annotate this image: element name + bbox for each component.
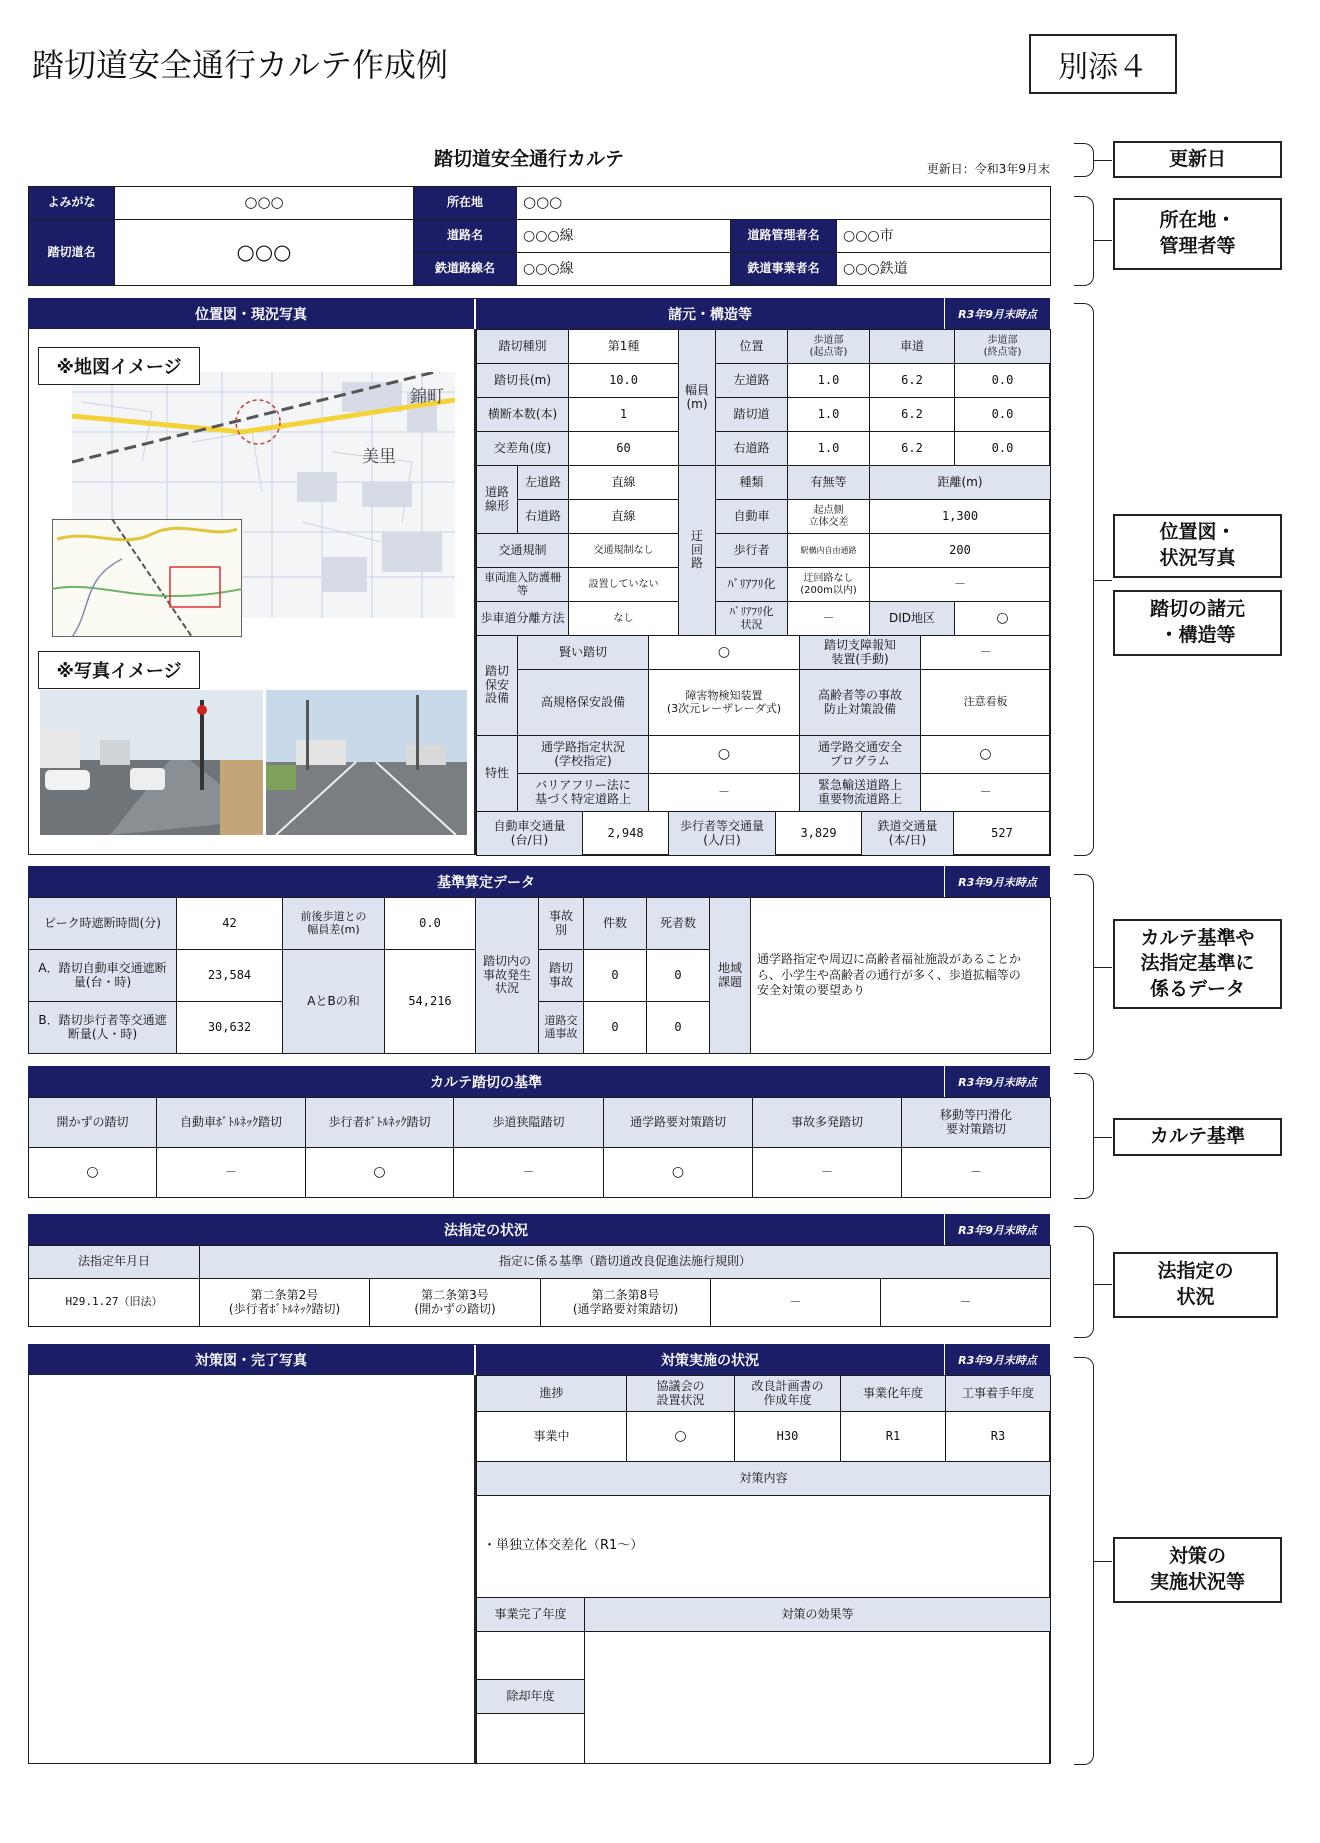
karte-value-7: － bbox=[902, 1148, 1051, 1198]
width-diff-value: 0.0 bbox=[385, 898, 476, 950]
school-route-value: ○ bbox=[649, 736, 800, 774]
annotation-karte: カルテ基準 bbox=[1113, 1118, 1282, 1156]
measures-as-of-tag: R3年9月末時点 bbox=[944, 1344, 1050, 1375]
crossing-accident-dead: 0 bbox=[647, 950, 710, 1002]
karte-header-7: 移動等円滑化 要対策踏切 bbox=[902, 1098, 1051, 1148]
measure-content-value: ・単独立体交差化（R1～） bbox=[477, 1496, 1051, 1598]
header-table bbox=[28, 186, 1051, 286]
start-year-label: 工事着手年度 bbox=[946, 1376, 1051, 1412]
council-value: ○ bbox=[627, 1412, 735, 1462]
elderly-equipment-value: 注意看板 bbox=[921, 670, 1051, 736]
legal-date-value: H29.1.27（旧法） bbox=[29, 1279, 200, 1327]
map-label-nishikimachi: 錦町 bbox=[410, 387, 444, 407]
legal-item-1: 第二条第2号 (歩行者ﾎﾞﾄﾙﾈｯｸ踏切) bbox=[200, 1279, 370, 1327]
b-label: B．踏切歩行者等交通遮 断量(人・時) bbox=[29, 1002, 177, 1054]
rail-volume-label: 鉄道交通量 (本/日) bbox=[862, 812, 954, 856]
brace-location bbox=[1074, 196, 1094, 286]
detour-car-label: 自動車 bbox=[716, 500, 788, 534]
spec-as-of-tag: R3年9月末時点 bbox=[944, 298, 1050, 329]
karte-section-title: カルテ踏切の基準 bbox=[28, 1066, 944, 1097]
length-value: 10.0 bbox=[569, 364, 679, 398]
karte-value-2: － bbox=[157, 1148, 306, 1198]
emergency-road-label: 緊急輸送道路上 重要物流道路上 bbox=[800, 774, 921, 812]
site-photo-2 bbox=[266, 690, 467, 835]
form-title: 踏切道安全通行カルテ bbox=[433, 148, 624, 170]
measures-figure-title: 対策図・完了写真 bbox=[28, 1344, 474, 1375]
width-right-walk-start: 1.0 bbox=[788, 432, 870, 466]
alarm-device-value: － bbox=[921, 636, 1051, 670]
legal-item-2: 第二条第3号 (開かずの踏切) bbox=[370, 1279, 541, 1327]
karte-value-3: ○ bbox=[306, 1148, 454, 1198]
traffic-rule-value: 交通規制なし bbox=[569, 534, 679, 568]
karte-table bbox=[28, 1097, 1051, 1198]
plan-year-value: H30 bbox=[735, 1412, 841, 1462]
page-title: 踏切道安全通行カルテ作成例 bbox=[32, 46, 449, 84]
detour-ped-exists: 駅構内自由通路 bbox=[788, 534, 870, 568]
alarm-device-label: 踏切支障報知 装置(手動) bbox=[800, 636, 921, 670]
advanced-safety-value: 障害物検知装置 (3次元レーザレーダ式) bbox=[649, 670, 800, 736]
accident-dead-header: 死者数 bbox=[647, 898, 710, 950]
detour-bf-distance: － bbox=[870, 568, 1051, 602]
alignment-label: 道路 線形 bbox=[477, 466, 518, 534]
plan-year-label: 改良計画書の 作成年度 bbox=[735, 1376, 841, 1412]
sum-label: AとBの和 bbox=[283, 950, 385, 1054]
yomigana-label: よみがな bbox=[29, 187, 115, 220]
legal-table bbox=[28, 1245, 1051, 1327]
annotation-measures: 対策の 実施状況等 bbox=[1113, 1537, 1282, 1603]
width-diff-label: 前後歩道との 幅員差(m) bbox=[283, 898, 385, 950]
safety-table bbox=[476, 635, 1051, 812]
completion-year-label: 事業完了年度 bbox=[477, 1598, 585, 1632]
annotation-criteria: カルテ基準や 法指定基準に 係るデータ bbox=[1113, 919, 1282, 1009]
sum-value: 54,216 bbox=[385, 950, 476, 1054]
position-label: 位置 bbox=[716, 330, 788, 364]
council-label: 協議会の 設置状況 bbox=[627, 1376, 735, 1412]
attachment-label: 別添４ bbox=[1029, 34, 1177, 94]
accident-status-label: 踏切内の 事故発生 状況 bbox=[476, 898, 539, 1054]
detour-ped-label: 歩行者 bbox=[716, 534, 788, 568]
a-label: A．踏切自動車交通遮断 量(台・時) bbox=[29, 950, 177, 1002]
separation-value: なし bbox=[569, 602, 679, 636]
karte-value-6: － bbox=[753, 1148, 902, 1198]
fence-value: 設置していない bbox=[569, 568, 679, 602]
school-program-value: ○ bbox=[921, 736, 1051, 774]
peak-label: ピーク時遮断時間(分) bbox=[29, 898, 177, 950]
legal-item-3: 第二条第8号 (通学路要対策踏切) bbox=[541, 1279, 711, 1327]
brace-update bbox=[1074, 143, 1094, 177]
detour-distance-header: 距離(m) bbox=[870, 466, 1051, 500]
align-right-value: 直線 bbox=[569, 500, 679, 534]
address-label: 所在地 bbox=[414, 187, 517, 220]
karte-header-3: 歩行者ﾎﾞﾄﾙﾈｯｸ踏切 bbox=[306, 1098, 454, 1148]
legal-as-of-tag: R3年9月末時点 bbox=[944, 1214, 1050, 1245]
project-year-value: R1 bbox=[841, 1412, 946, 1462]
detour-exists-header: 有無等 bbox=[788, 466, 870, 500]
safety-equipment-label: 踏切 保安 設備 bbox=[477, 636, 518, 736]
accident-count-header: 件数 bbox=[584, 898, 647, 950]
photo-image-label: ※写真イメージ bbox=[38, 651, 200, 689]
school-route-label: 通学路指定状況 (学校指定) bbox=[518, 736, 649, 774]
measures-status-title: 対策実施の状況 bbox=[476, 1344, 944, 1375]
width-right-walk-end: 0.0 bbox=[955, 432, 1051, 466]
rail-line-value: ○○○線 bbox=[517, 253, 731, 286]
col-walk-start: 歩道部 (起点寄) bbox=[788, 330, 870, 364]
detour-bf-status-label: ﾊﾞﾘｱﾌﾘ化 状況 bbox=[716, 602, 788, 636]
annotation-map: 位置図・ 状況写真 bbox=[1113, 514, 1282, 578]
road-label: 道路名 bbox=[414, 220, 517, 253]
kind-value: 第1種 bbox=[569, 330, 679, 364]
criteria-as-of-tag: R3年9月末時点 bbox=[944, 866, 1050, 897]
width-label: 幅員 (m) bbox=[679, 330, 716, 466]
align-right-label: 右道路 bbox=[518, 500, 569, 534]
spec-section-title: 諸元・構造等 bbox=[476, 298, 944, 329]
car-volume-value: 2,948 bbox=[583, 812, 669, 856]
traffic-rule-label: 交通規制 bbox=[477, 534, 569, 568]
effect-label: 対策の効果等 bbox=[585, 1598, 1051, 1632]
project-year-label: 事業化年度 bbox=[841, 1376, 946, 1412]
removal-year-value bbox=[477, 1714, 585, 1764]
yomigana-value: ○○○ bbox=[115, 187, 414, 220]
brace-criteria bbox=[1074, 874, 1094, 1060]
brace-legal bbox=[1074, 1226, 1094, 1338]
road-value: ○○○線 bbox=[517, 220, 731, 253]
crossing-road-label: 踏切道 bbox=[716, 398, 788, 432]
a-value: 23,584 bbox=[177, 950, 283, 1002]
karte-value-1: ○ bbox=[29, 1148, 157, 1198]
start-year-value: R3 bbox=[946, 1412, 1051, 1462]
width-right-car: 6.2 bbox=[870, 432, 955, 466]
site-photo-1 bbox=[40, 690, 263, 835]
crossing-name-value: ○○○ bbox=[115, 220, 414, 286]
effect-value bbox=[585, 1632, 1051, 1764]
map-label-misato: 美里 bbox=[362, 447, 396, 467]
map-image-label: ※地図イメージ bbox=[38, 347, 200, 385]
legal-item-4: － bbox=[711, 1279, 881, 1327]
smart-crossing-value: ○ bbox=[649, 636, 800, 670]
karte-header-5: 通学路要対策踏切 bbox=[604, 1098, 753, 1148]
updated-date: 更新日：令和3年9月末 bbox=[926, 162, 1050, 176]
annotation-specs: 踏切の諸元 ・構造等 bbox=[1113, 590, 1282, 656]
annotation-location: 所在地・ 管理者等 bbox=[1113, 198, 1282, 270]
annotation-update: 更新日 bbox=[1113, 141, 1282, 178]
width-left-walk-start: 1.0 bbox=[788, 364, 870, 398]
b-value: 30,632 bbox=[177, 1002, 283, 1054]
barrier-free-law-value: － bbox=[649, 774, 800, 812]
criteria-table bbox=[28, 897, 1051, 1054]
road-manager-label: 道路管理者名 bbox=[731, 220, 837, 253]
tracks-label: 横断本数(本) bbox=[477, 398, 569, 432]
kind-label: 踏切種別 bbox=[477, 330, 569, 364]
smart-crossing-label: 賢い踏切 bbox=[518, 636, 649, 670]
angle-label: 交差角(度) bbox=[477, 432, 569, 466]
completion-year-value bbox=[477, 1632, 585, 1680]
legal-date-label: 法指定年月日 bbox=[29, 1246, 200, 1279]
detour-label: 迂 回 路 bbox=[679, 466, 716, 636]
karte-header-2: 自動車ﾎﾞﾄﾙﾈｯｸ踏切 bbox=[157, 1098, 306, 1148]
address-value: ○○○ bbox=[517, 187, 1051, 220]
detour-type-header: 種類 bbox=[716, 466, 788, 500]
road-accident-count: 0 bbox=[584, 1002, 647, 1054]
length-label: 踏切長(m) bbox=[477, 364, 569, 398]
ped-volume-label: 歩行者等交通量 (人/日) bbox=[669, 812, 776, 856]
road-accident-label: 道路交 通事故 bbox=[539, 1002, 584, 1054]
detour-car-distance: 1,300 bbox=[870, 500, 1051, 534]
detour-car-exists: 起点側 立体交差 bbox=[788, 500, 870, 534]
brace-measures bbox=[1074, 1357, 1094, 1765]
road-manager-value: ○○○市 bbox=[837, 220, 1051, 253]
traffic-volume-table bbox=[476, 811, 1051, 856]
ped-volume-value: 3,829 bbox=[776, 812, 862, 856]
progress-value: 事業中 bbox=[477, 1412, 627, 1462]
legal-basis-label: 指定に係る基準（踏切道改良促進法施行規則） bbox=[200, 1246, 1051, 1279]
car-volume-label: 自動車交通量 (台/日) bbox=[477, 812, 583, 856]
legal-item-5: － bbox=[881, 1279, 1051, 1327]
elderly-equipment-label: 高齢者等の事故 防止対策設備 bbox=[800, 670, 921, 736]
brace-map-specs bbox=[1074, 303, 1094, 856]
barrier-free-law-label: バリアフリー法に 基づく特定道路上 bbox=[518, 774, 649, 812]
rail-line-label: 鉄道路線名 bbox=[414, 253, 517, 286]
did-label: DID地区 bbox=[870, 602, 955, 636]
advanced-safety-label: 高規格保安設備 bbox=[518, 670, 649, 736]
separation-label: 歩車道分離方法 bbox=[477, 602, 569, 636]
tracks-value: 1 bbox=[569, 398, 679, 432]
feature-label: 特性 bbox=[477, 736, 518, 812]
karte-header-1: 開かずの踏切 bbox=[29, 1098, 157, 1148]
karte-value-4: － bbox=[454, 1148, 604, 1198]
width-cross-car: 6.2 bbox=[870, 398, 955, 432]
criteria-section-title: 基準算定データ bbox=[28, 866, 944, 897]
col-walk-end: 歩道部 (終点寄) bbox=[955, 330, 1051, 364]
karte-value-5: ○ bbox=[604, 1148, 753, 1198]
local-issue-value: 通学路指定や周辺に高齢者福祉施設があることか ら、小学生や高齢者の通行が多く、歩道拡幅等の 安全対策の要望あり bbox=[751, 898, 1051, 1054]
school-program-label: 通学路交通安全 プログラム bbox=[800, 736, 921, 774]
width-left-walk-end: 0.0 bbox=[955, 364, 1051, 398]
align-left-label: 左道路 bbox=[518, 466, 569, 500]
brace-karte bbox=[1074, 1073, 1094, 1199]
crossing-accident-label: 踏切 事故 bbox=[539, 950, 584, 1002]
align-left-value: 直線 bbox=[569, 466, 679, 500]
karte-header-4: 歩道狭隘踏切 bbox=[454, 1098, 604, 1148]
legal-section-title: 法指定の状況 bbox=[28, 1214, 944, 1245]
right-road-label: 右道路 bbox=[716, 432, 788, 466]
measures-table bbox=[476, 1375, 1051, 1764]
specs-table bbox=[476, 329, 1051, 636]
rail-operator-value: ○○○鉄道 bbox=[837, 253, 1051, 286]
detour-bf-exists: 迂回路なし (200m以内) bbox=[788, 568, 870, 602]
col-car: 車道 bbox=[870, 330, 955, 364]
did-value: ○ bbox=[955, 602, 1051, 636]
progress-label: 進捗 bbox=[477, 1376, 627, 1412]
detour-bf-status-value: － bbox=[788, 602, 870, 636]
width-left-car: 6.2 bbox=[870, 364, 955, 398]
peak-value: 42 bbox=[177, 898, 283, 950]
road-accident-dead: 0 bbox=[647, 1002, 710, 1054]
karte-as-of-tag: R3年9月末時点 bbox=[944, 1066, 1050, 1097]
left-road-label: 左道路 bbox=[716, 364, 788, 398]
local-issue-label: 地域 課題 bbox=[710, 898, 751, 1054]
inset-map-image bbox=[52, 519, 242, 637]
width-cross-walk-end: 0.0 bbox=[955, 398, 1051, 432]
rail-operator-label: 鉄道事業者名 bbox=[731, 253, 837, 286]
annotation-legal: 法指定の 状況 bbox=[1113, 1252, 1278, 1318]
fence-label: 車両進入防護柵等 bbox=[477, 568, 569, 602]
crossing-name-label: 踏切道名 bbox=[29, 220, 115, 286]
emergency-road-value: － bbox=[921, 774, 1051, 812]
karte-header-6: 事故多発踏切 bbox=[753, 1098, 902, 1148]
rail-volume-value: 527 bbox=[954, 812, 1051, 856]
accident-type-header: 事故 別 bbox=[539, 898, 584, 950]
measure-content-label: 対策内容 bbox=[477, 1462, 1051, 1496]
angle-value: 60 bbox=[569, 432, 679, 466]
removal-year-label: 除却年度 bbox=[477, 1680, 585, 1714]
detour-ped-distance: 200 bbox=[870, 534, 1051, 568]
crossing-accident-count: 0 bbox=[584, 950, 647, 1002]
width-cross-walk-start: 1.0 bbox=[788, 398, 870, 432]
map-section-title: 位置図・現況写真 bbox=[28, 298, 474, 329]
detour-bf-label: ﾊﾞﾘｱﾌﾘ化 bbox=[716, 568, 788, 602]
